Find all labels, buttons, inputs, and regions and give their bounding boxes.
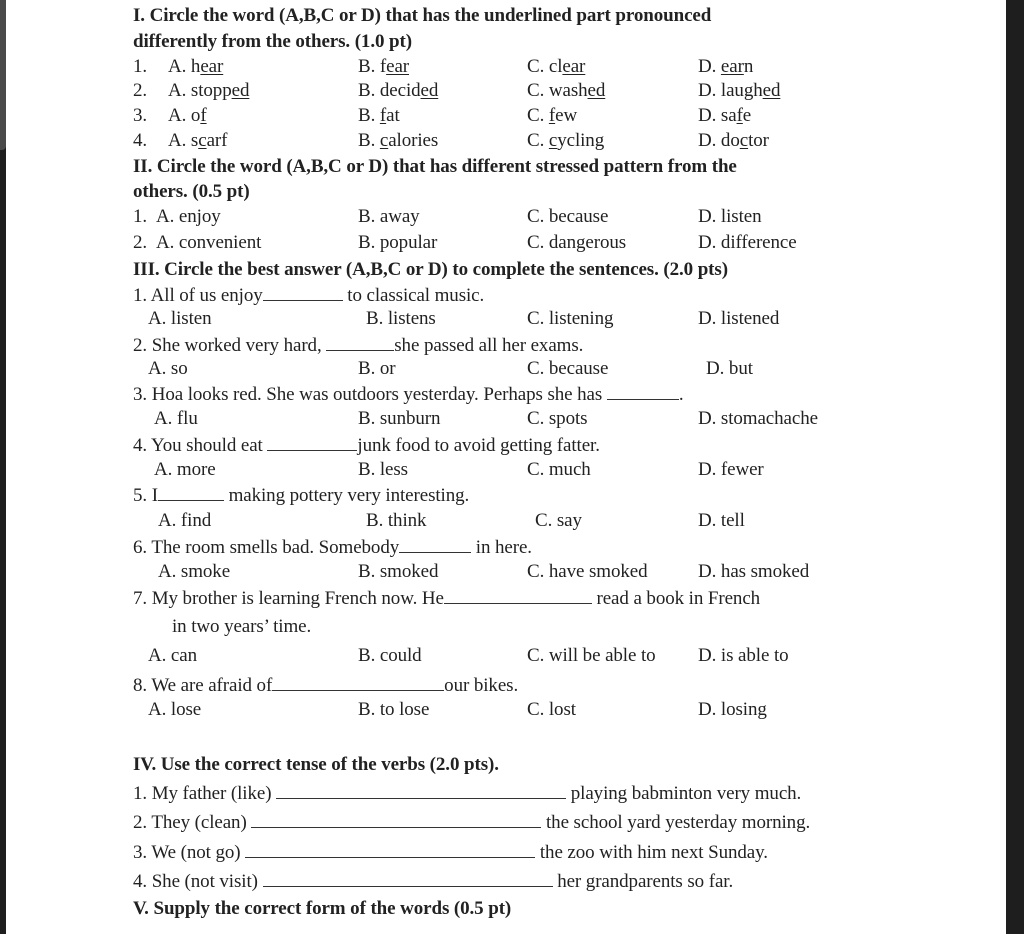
question-number: 1. xyxy=(133,56,148,77)
option-a[interactable]: A. of xyxy=(168,105,207,126)
option-d[interactable]: D. losing xyxy=(698,699,767,720)
option-b[interactable]: B. popular xyxy=(358,232,438,253)
answer-blank[interactable] xyxy=(251,811,541,828)
section-4-title: IV. Use the correct tense of the verbs (2.0 pts). xyxy=(133,754,499,775)
option-a[interactable]: A. lose xyxy=(148,699,202,720)
option-b[interactable]: B. could xyxy=(358,645,422,666)
question-text: 1. All of us enjoy to classical music. xyxy=(133,285,485,306)
answer-blank xyxy=(399,536,471,553)
option-d[interactable]: D. safe xyxy=(698,105,752,126)
question-number: 1. xyxy=(133,206,148,227)
question-number: 2. xyxy=(133,232,148,253)
option-b[interactable]: B. less xyxy=(358,459,408,480)
answer-blank[interactable] xyxy=(245,841,535,858)
answer-blank xyxy=(272,674,444,691)
question-number: 4. xyxy=(133,130,148,151)
option-a[interactable]: A. listen xyxy=(148,308,212,329)
question-text: 8. We are afraid of our bikes. xyxy=(133,675,519,696)
option-d[interactable]: D. doctor xyxy=(698,130,769,151)
option-c[interactable]: C. because xyxy=(527,206,609,227)
question-text: 5. I making pottery very interesting. xyxy=(133,485,470,506)
section-1-title: I. Circle the word (A,B,C or D) that has the underlined part pronounced xyxy=(133,5,712,26)
question-text: 3. Hoa looks red. She was outdoors yesterday. Perhaps she has . xyxy=(133,384,684,405)
question-text: 2. She worked very hard, she passed all her exams. xyxy=(133,335,584,356)
question-number: 2. xyxy=(133,80,148,101)
question-text: 6. The room smells bad. Somebody in here. xyxy=(133,537,532,558)
option-a[interactable]: A. so xyxy=(148,358,188,379)
option-c[interactable]: C. lost xyxy=(527,699,576,720)
option-c[interactable]: C. say xyxy=(535,510,582,531)
option-d[interactable]: D. difference xyxy=(698,232,797,253)
option-a[interactable]: A. find xyxy=(158,510,212,531)
option-c[interactable]: C. spots xyxy=(527,408,588,429)
answer-blank[interactable] xyxy=(263,870,553,887)
option-a[interactable]: A. can xyxy=(148,645,197,666)
option-b[interactable]: B. calories xyxy=(358,130,439,151)
option-a[interactable]: A. flu xyxy=(154,408,198,429)
verb-item-4: 4. She (not visit) her grandparents so far. xyxy=(133,871,734,892)
option-c[interactable]: C. washed xyxy=(527,80,606,101)
option-b[interactable]: B. or xyxy=(358,358,396,379)
section-3-title: III. Circle the best answer (A,B,C or D) to complete the sentences. (2.0 pts) xyxy=(133,259,728,280)
option-a[interactable]: A. convenient xyxy=(156,232,262,253)
question-text-cont: in two years’ time. xyxy=(172,616,312,637)
option-d[interactable]: D. has smoked xyxy=(698,561,810,582)
option-b[interactable]: B. sunburn xyxy=(358,408,441,429)
option-a[interactable]: A. stopped xyxy=(168,80,250,101)
section-1-title-cont: differently from the others. (1.0 pt) xyxy=(133,31,412,52)
option-a[interactable]: A. hear xyxy=(168,56,224,77)
option-d[interactable]: D. earn xyxy=(698,56,754,77)
answer-blank xyxy=(263,284,343,301)
option-c[interactable]: C. cycling xyxy=(527,130,605,151)
answer-blank xyxy=(158,484,224,501)
answer-blank xyxy=(326,334,394,351)
option-c[interactable]: C. will be able to xyxy=(527,645,656,666)
option-a[interactable]: A. smoke xyxy=(158,561,231,582)
option-c[interactable]: C. have smoked xyxy=(527,561,648,582)
section-2-title-cont: others. (0.5 pt) xyxy=(133,181,250,202)
worksheet-page xyxy=(6,0,1006,934)
answer-blank[interactable] xyxy=(276,782,566,799)
option-c[interactable]: C. few xyxy=(527,105,578,126)
option-d[interactable]: D. stomachache xyxy=(698,408,818,429)
question-text: 7. My brother is learning French now. He read a book in French xyxy=(133,588,761,609)
option-b[interactable]: B. smoked xyxy=(358,561,439,582)
option-d[interactable]: D. listened xyxy=(698,308,780,329)
verb-item-2: 2. They (clean) the school yard yesterday morning. xyxy=(133,812,811,833)
answer-blank xyxy=(444,587,592,604)
question-number: 3. xyxy=(133,105,148,126)
option-c[interactable]: C. because xyxy=(527,358,609,379)
option-c[interactable]: C. much xyxy=(527,459,591,480)
option-b[interactable]: B. listens xyxy=(366,308,436,329)
option-d[interactable]: D. fewer xyxy=(698,459,764,480)
verb-item-1: 1. My father (like) playing babminton very much. xyxy=(133,783,802,804)
option-b[interactable]: B. away xyxy=(358,206,420,227)
option-a[interactable]: A. scarf xyxy=(168,130,228,151)
option-d[interactable]: D. but xyxy=(706,358,753,379)
answer-blank xyxy=(267,434,357,451)
section-5-title: V. Supply the correct form of the words (0.5 pt) xyxy=(133,898,512,919)
option-b[interactable]: B. fear xyxy=(358,56,410,77)
answer-blank xyxy=(607,383,679,400)
option-b[interactable]: B. to lose xyxy=(358,699,430,720)
option-d[interactable]: D. is able to xyxy=(698,645,789,666)
option-b[interactable]: B. fat xyxy=(358,105,400,126)
verb-item-3: 3. We (not go) the zoo with him next Sunday. xyxy=(133,842,768,863)
option-d[interactable]: D. listen xyxy=(698,206,762,227)
section-2-title: II. Circle the word (A,B,C or D) that has different stressed pattern from the xyxy=(133,156,737,177)
option-d[interactable]: D. tell xyxy=(698,510,745,531)
option-d[interactable]: D. laughed xyxy=(698,80,781,101)
option-a[interactable]: A. more xyxy=(154,459,216,480)
option-b[interactable]: B. think xyxy=(366,510,427,531)
option-b[interactable]: B. decided xyxy=(358,80,439,101)
question-text: 4. You should eat junk food to avoid getting fatter. xyxy=(133,435,600,456)
option-c[interactable]: C. clear xyxy=(527,56,586,77)
option-c[interactable]: C. dangerous xyxy=(527,232,627,253)
option-c[interactable]: C. listening xyxy=(527,308,614,329)
option-a[interactable]: A. enjoy xyxy=(156,206,221,227)
